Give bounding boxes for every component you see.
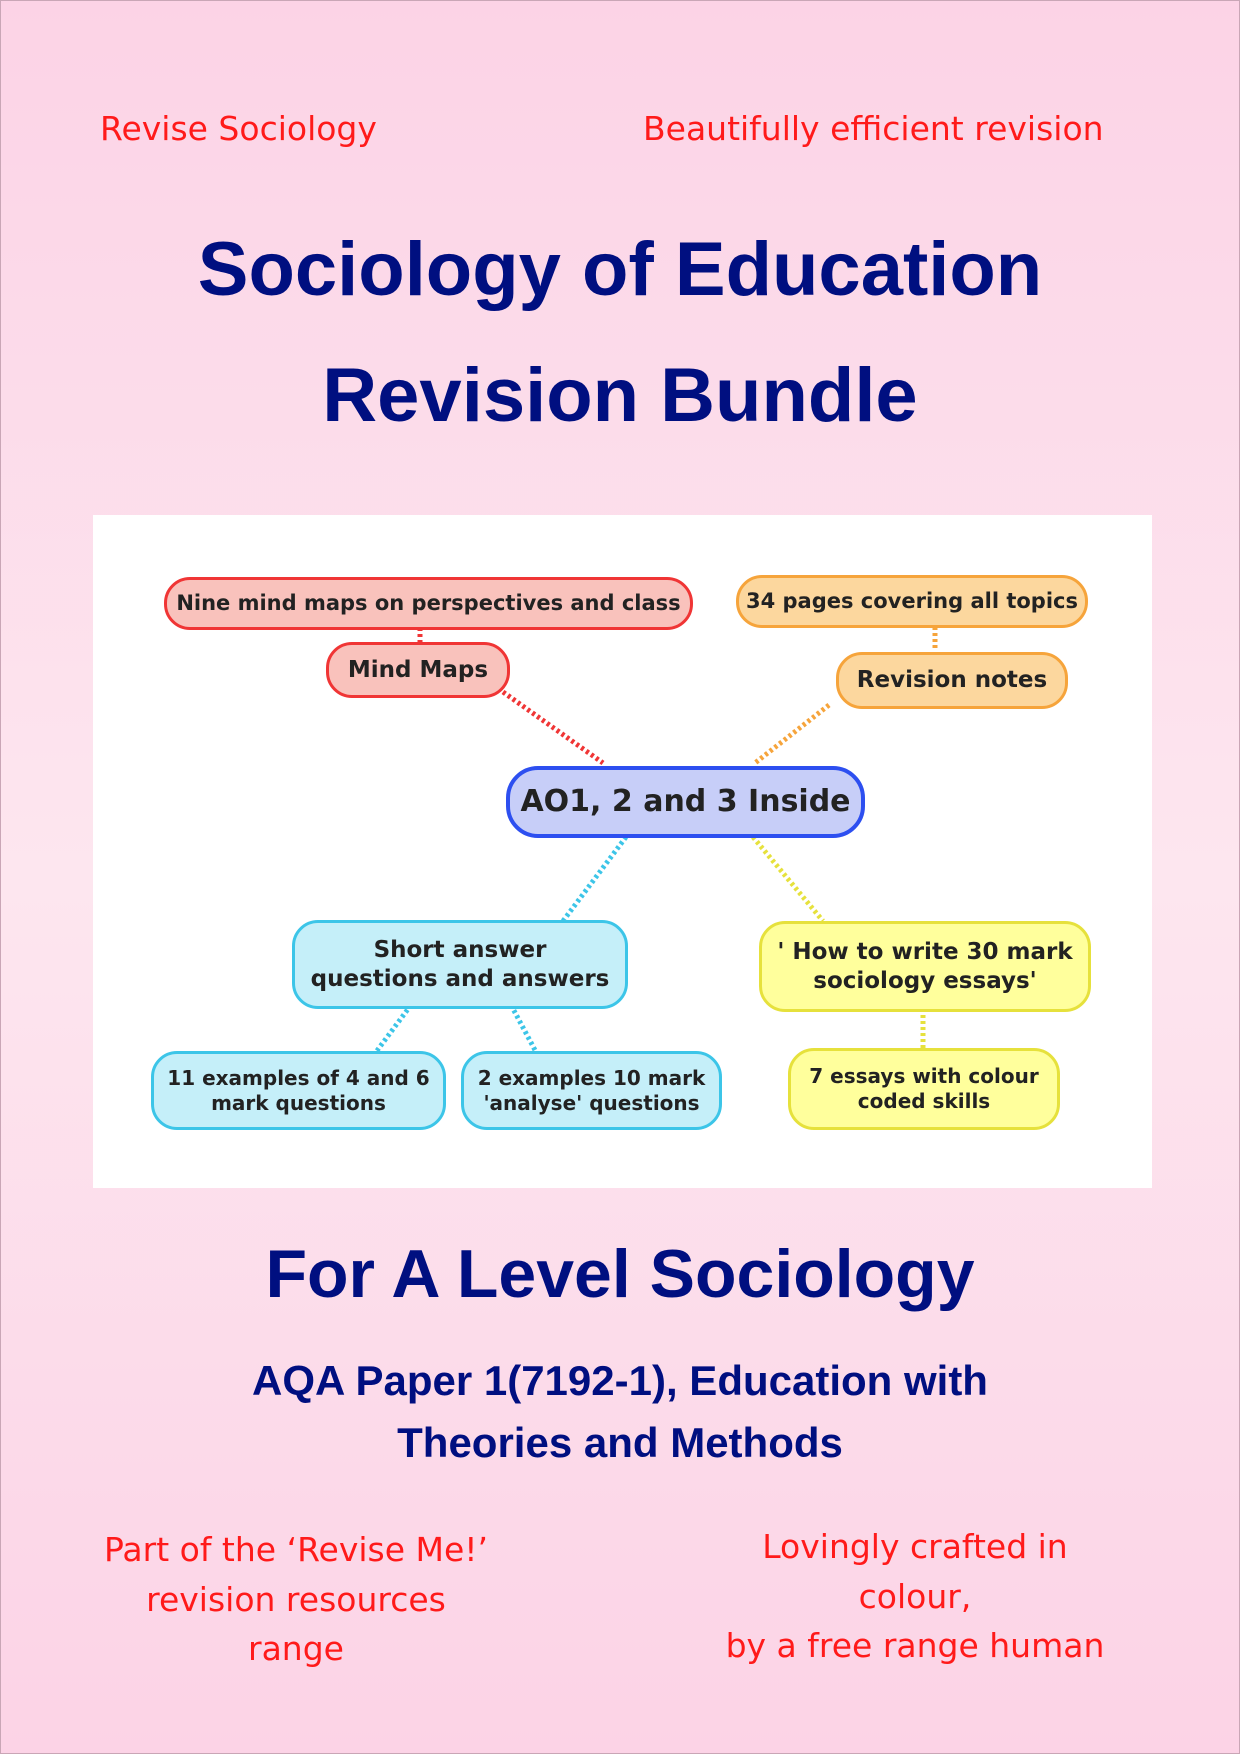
crafted-note xyxy=(705,1522,1125,1671)
center-node: AO1, 2 and 3 Inside xyxy=(506,766,865,838)
essays-detail-node: 7 essays with colour coded skills xyxy=(788,1048,1060,1130)
revision-notes-detail-node: 34 pages covering all topics xyxy=(736,575,1088,628)
connector-center-mindmaps xyxy=(503,692,603,763)
essays-node: ' How to write 30 mark sociology essays' xyxy=(759,921,1091,1012)
crafted-note-line-1: Lovingly crafted in colour, xyxy=(762,1527,1068,1616)
connector-shortanswer-detail1 xyxy=(376,1005,411,1052)
page-title-line-1: Sociology of Education xyxy=(197,227,1043,312)
tagline: Beautifully efficient revision xyxy=(643,109,1104,148)
paper-line-1: AQA Paper 1(7192-1), Education with xyxy=(252,1357,988,1404)
crafted-note-line-2: by a free range human xyxy=(725,1626,1105,1665)
mind-maps-detail-node: Nine mind maps on perspectives and class xyxy=(164,577,693,630)
short-answer-node: Short answer questions and answers xyxy=(292,920,628,1009)
range-note-line-1: Part of the ‘Revise Me!’ xyxy=(104,1530,488,1569)
range-note xyxy=(96,1525,496,1674)
connector-center-shortanswer xyxy=(563,837,626,921)
connector-center-notes xyxy=(755,705,829,763)
short-answer-detail-2-node: 2 examples 10 mark 'analyse' questions xyxy=(461,1051,722,1130)
revision-notes-node: Revision notes xyxy=(836,652,1068,709)
brand-name: Revise Sociology xyxy=(100,109,377,148)
connector-shortanswer-detail2 xyxy=(511,1005,536,1052)
range-note-line-2: revision resources range xyxy=(146,1579,446,1668)
page-title-line-2: Revision Bundle xyxy=(322,353,918,438)
mind-maps-node: Mind Maps xyxy=(326,642,510,698)
paper-line-2: Theories and Methods xyxy=(397,1419,843,1466)
connector-center-essays xyxy=(753,837,823,921)
level-heading: For A Level Sociology xyxy=(265,1236,975,1312)
short-answer-detail-1-node: 11 examples of 4 and 6 mark questions xyxy=(151,1051,446,1130)
mind-map-diagram xyxy=(93,515,1152,1188)
paper-description xyxy=(0,1350,1240,1474)
